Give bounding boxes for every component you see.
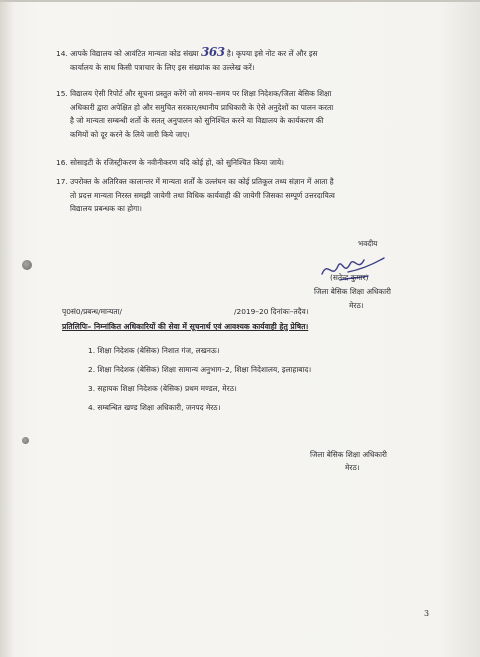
clause-17 bbox=[56, 175, 466, 216]
copy-list-item: 3. सहायक शिक्षा निदेशक (बेसिक) प्रथम मण्डल, मेरठ। bbox=[88, 384, 237, 393]
signatory-name: (सतेन्द्र कुमार) bbox=[330, 273, 369, 282]
signatory-designation: जिला बेसिक शिक्षा अधिकारी bbox=[314, 287, 391, 296]
copy-list-item: 4. सम्बन्धित खण्ड शिक्षा अधिकारी, जनपद मेरठ। bbox=[88, 403, 221, 412]
clause-text: उपरोक्त के अतिरिक्त कालान्तर में मान्यता शर्तों के उल्लंघन का कोई प्रतिकूल तथ्य संज्ञान में आता है bbox=[70, 177, 334, 186]
clause-text: कार्यालय के साथ किसी पत्राचार के लिए इस संख्यांक का उल्लेख करें। bbox=[70, 62, 255, 72]
clause-line: अधिकारी द्वारा अपेक्षित हो और समुचित सरकार/स्थानीय प्राधिकारी के ऐसे अनुदेशों का पालन करता bbox=[70, 102, 334, 112]
clause-text: विद्यालय ऐसी रिपोर्ट और सूचना प्रस्तुत करेंगे जो समय–समय पर शिक्षा निदेशक/जिला बेसिक शिक्षा bbox=[70, 89, 332, 98]
clause-line: है जो मान्यता सम्बन्धी शर्तो के सतत् अनुपालन को सुनिश्चित करने या विद्यालय के कार्यकरण की bbox=[70, 116, 324, 125]
page-top-edge bbox=[0, 0, 480, 2]
clause-15 bbox=[56, 87, 466, 141]
copy-to-heading: प्रतिलिपिः– निम्नांकित अधिकारियों की सेवा में सूचनार्थ एवं आवश्यक कार्यवाही हेतु प्रेषित। bbox=[62, 322, 309, 331]
clause-number: 15. bbox=[56, 89, 68, 98]
bottom-place: मेरठ। bbox=[345, 463, 360, 472]
clause-text: सोसाइटी के रजिस्ट्रीकरण के नवीनीकरण यदि कोई हो, को सुनिश्चित किया जाये। bbox=[70, 158, 284, 167]
clause-line bbox=[56, 87, 466, 101]
handwritten-code-number: 363 bbox=[201, 45, 225, 59]
clause-14 bbox=[56, 46, 466, 74]
bottom-designation: जिला बेसिक शिक्षा अधिकारी bbox=[310, 450, 387, 459]
clause-text: है। कृपया इसे नोट कर लें और इस bbox=[226, 49, 318, 58]
signatory-place: मेरठ। bbox=[349, 301, 364, 310]
reference-number: पृ0सं0/प्रबन्ध/मान्यता/ bbox=[62, 307, 123, 316]
copy-list-item: 2. शिक्षा निदेशक (बेसिक) शिक्षा सामान्य अनुभाग–2, शिक्षा निदेशालय, इलाहाबाद। bbox=[88, 365, 312, 374]
clause-16 bbox=[56, 156, 466, 170]
clause-line: विद्यालय प्रबन्धक का होगा। bbox=[70, 204, 142, 213]
punch-hole-mark bbox=[22, 260, 32, 270]
clause-number: 17. bbox=[56, 177, 68, 186]
page-number: 3 bbox=[424, 609, 430, 618]
clause-number: 14. bbox=[56, 49, 68, 58]
clause-line bbox=[56, 156, 466, 170]
clause-number: 16. bbox=[56, 158, 68, 167]
punch-hole-mark bbox=[22, 437, 29, 444]
clause-text: आपके विद्यालय को आवंटित मान्यता कोड संख्या bbox=[70, 49, 201, 58]
clause-line: तो प्रदत्त मान्यता निरस्त समझी जायेगी तथा विधिक कार्यवाही की जायेगी जिसका सम्पूर्ण उत्तरदायित्व bbox=[70, 190, 335, 200]
clause-line bbox=[56, 61, 466, 75]
clause-line bbox=[56, 46, 466, 61]
copy-list-item: 1. शिक्षा निदेशक (बेसिक) निशात गंज, लखनऊ। bbox=[88, 346, 220, 355]
clause-line bbox=[56, 175, 466, 189]
closing-yours-faithfully: भवदीय bbox=[358, 239, 378, 248]
reference-date: /2019–20 दिनांकः–तदैव। bbox=[234, 307, 309, 316]
clause-line: कमियों को दूर करने के लिये जारी किये जाए। bbox=[70, 129, 190, 139]
